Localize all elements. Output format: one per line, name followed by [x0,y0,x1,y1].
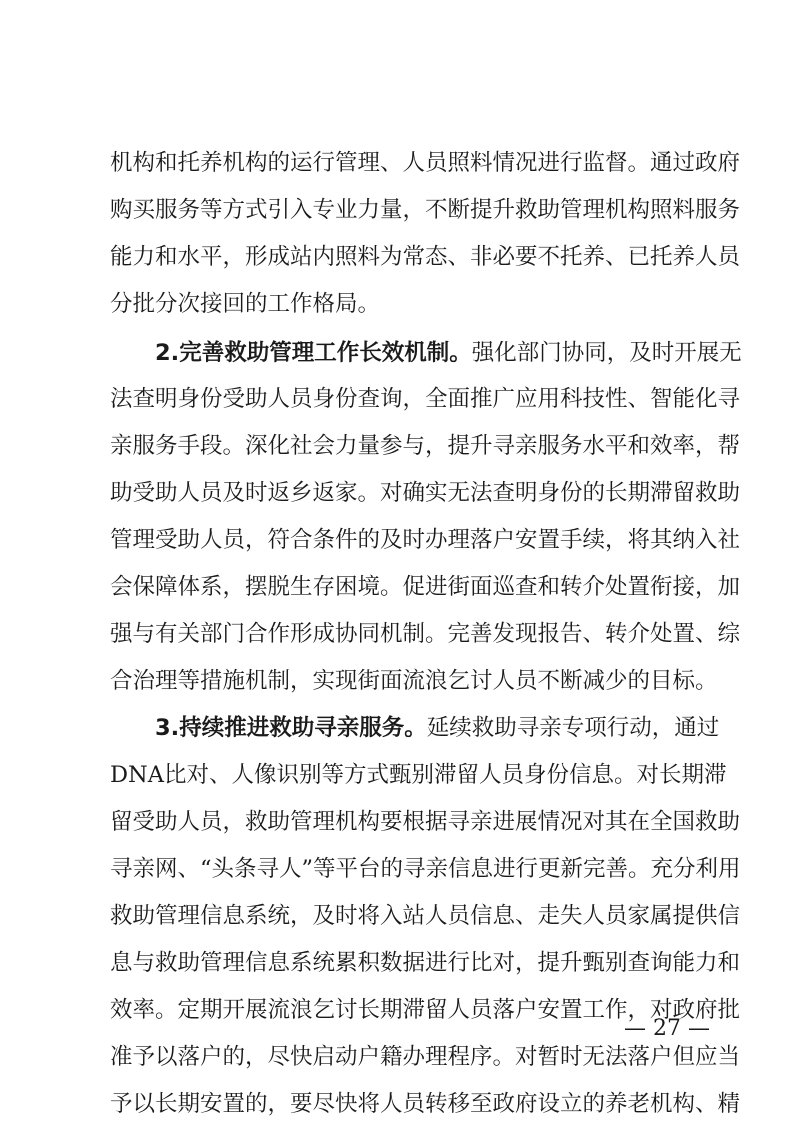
paragraph-line: 合治理等措施机制，实现街面流浪乞讨人员不断减少的目标。 [110,668,718,694]
paragraph-line: 助受助人员及时返乡返家。对确实无法查明身份的长期滞留救助 [110,480,741,506]
paragraph-line: 购买服务等方式引入专业力量，不断提升救助管理机构照料服务 [110,197,741,223]
paragraph-line: 会保障体系，摆脱生存困境。促进街面巡查和转介处置衔接，加 [110,574,741,600]
paragraph-line: 寻亲网、“头条寻人”等平台的寻亲信息进行更新完善。充分利用 [110,856,741,882]
paragraph-text: 延续救助寻亲专项行动，通过 [426,715,720,741]
paragraph-line: 法查明身份受助人员身份查询，全面推广应用科技性、智能化寻 [110,386,741,412]
paragraph-first-line [155,338,742,368]
paragraph-line: 强与有关部门合作形成协同机制。完善发现报告、转介处置、综 [110,621,741,647]
paragraph-line: 准予以落户的，尽快启动户籍办理程序。对暂时无法落户但应当 [110,1044,741,1070]
paragraph-line: 留受助人员，救助管理机构要根据寻亲进展情况对其在全国救助 [110,809,741,835]
paragraph-line: 予以长期安置的，要尽快将人员转移至政府设立的养老机构、精 [110,1091,741,1117]
section-heading: 3.持续推进救助寻亲服务。 [155,715,427,741]
paragraph-first-line [155,713,720,743]
paragraph-line: 机构和托养机构的运行管理、人员照料情况进行监督。通过政府 [110,150,741,176]
paragraph-line: 管理受助人员，符合条件的及时办理落户安置手续，将其纳入社 [110,527,741,553]
paragraph-line: 能力和水平，形成站内照料为常态、非必要不托养、已托养人员 [110,244,741,270]
paragraph-text: 强化部门协同，及时开展无 [471,340,742,366]
paragraph-line: 救助管理信息系统，及时将入站人员信息、走失人员家属提供信 [110,903,741,929]
paragraph-line: 息与救助管理信息系统累积数据进行比对，提升甄别查询能力和 [110,950,741,976]
paragraph-line: 亲服务手段。深化社会力量参与，提升寻亲服务水平和效率，帮 [110,433,741,459]
section-heading: 2.完善救助管理工作长效机制。 [155,340,472,366]
page-number: — 27 — [624,1016,710,1041]
paragraph-line: 分批分次接回的工作格局。 [110,291,381,317]
paragraph-line: 效率。定期开展流浪乞讨长期滞留人员落户安置工作，对政府批 [110,997,741,1023]
paragraph-line: DNA比对、人像识别等方式甄别滞留人员身份信息。对长期滞 [110,762,727,788]
